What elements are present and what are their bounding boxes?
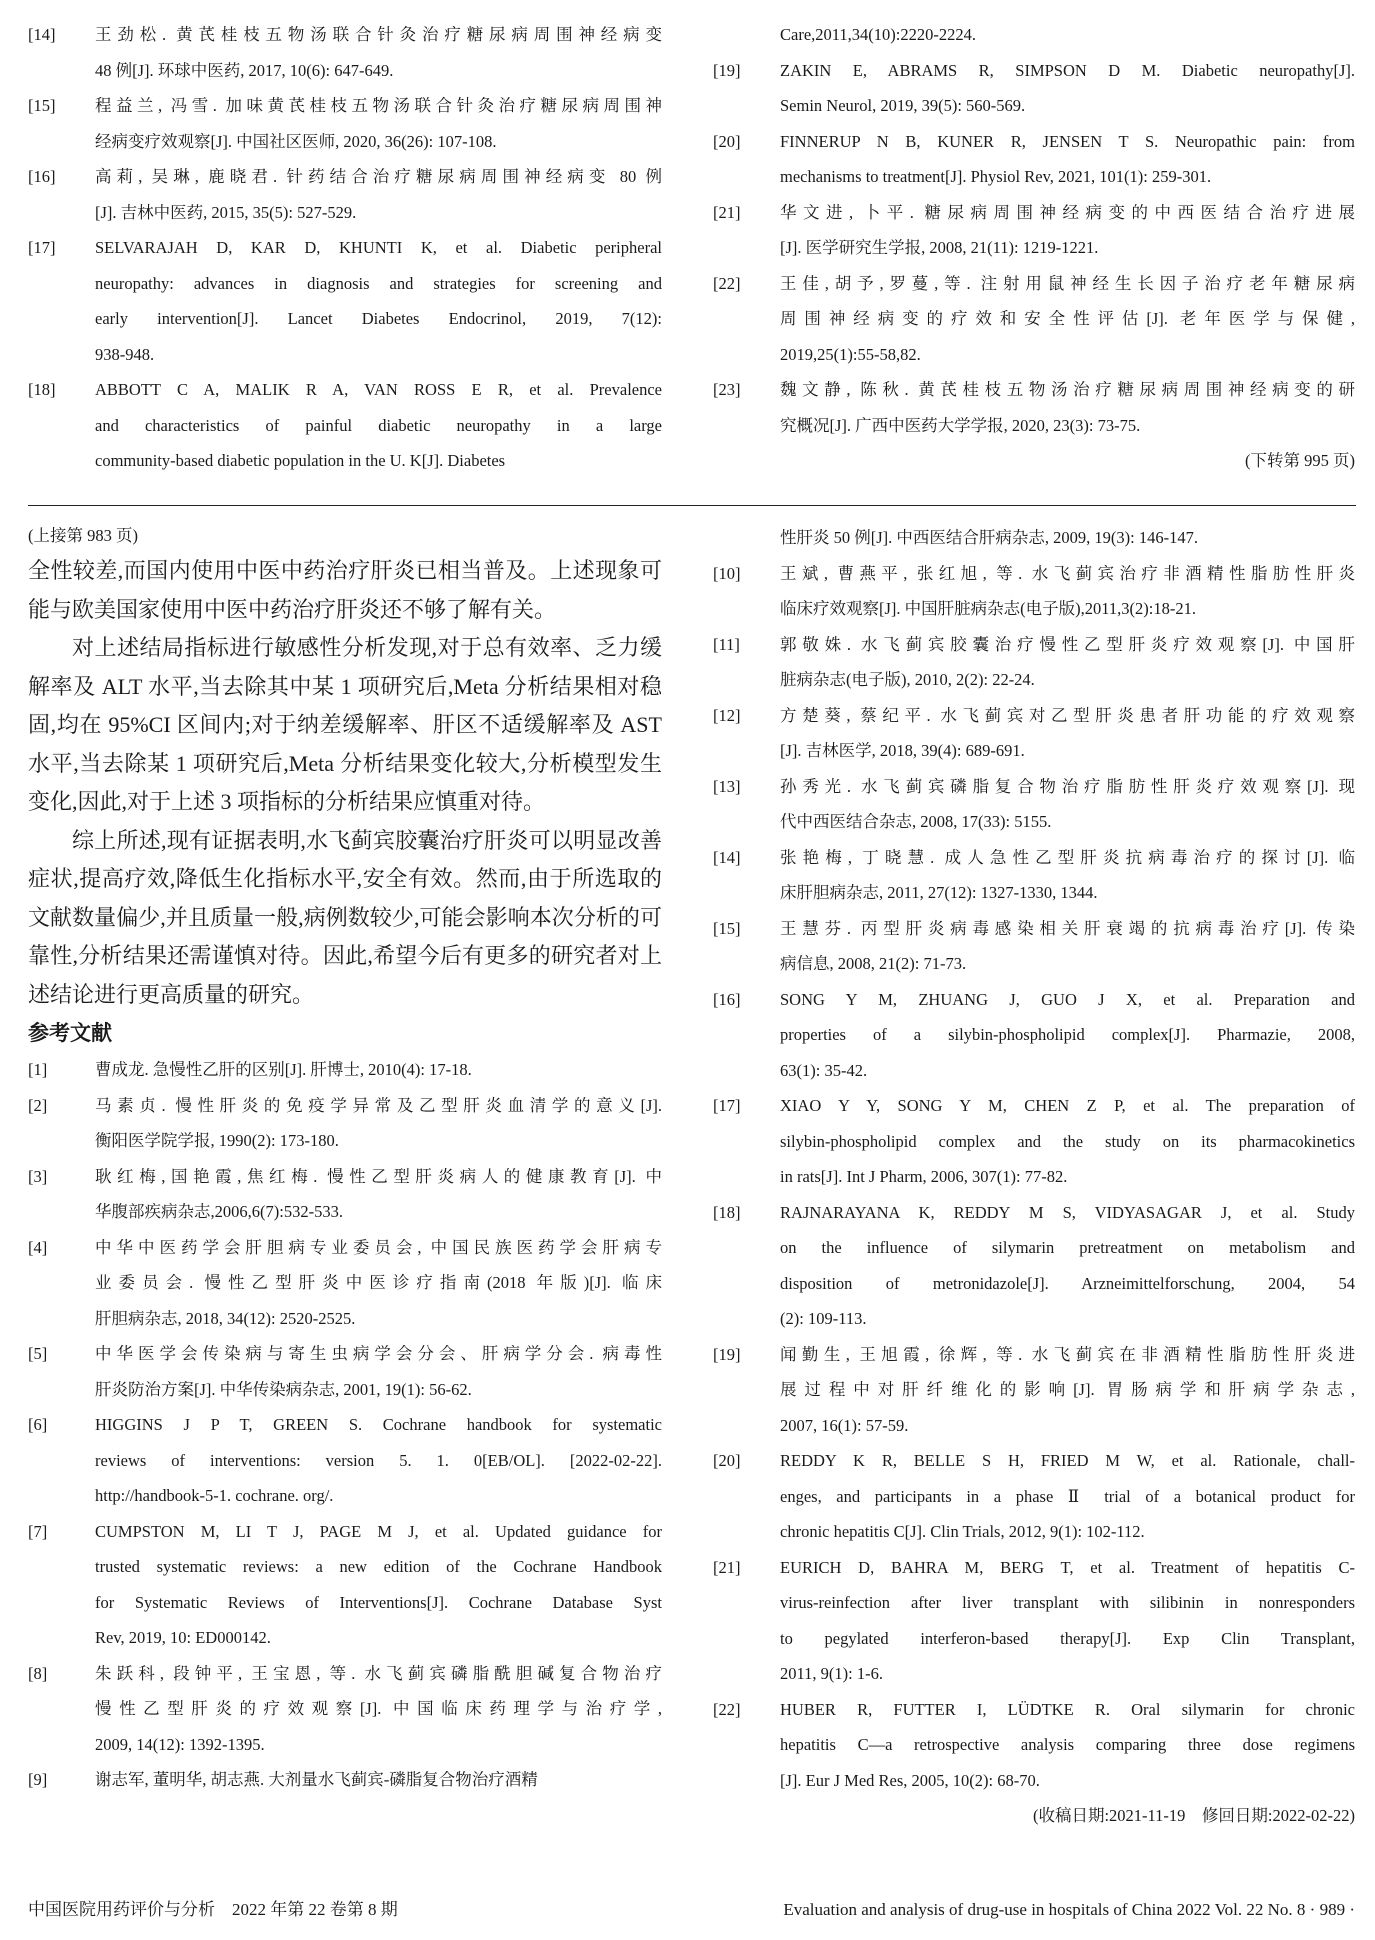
reference-number: [14] xyxy=(28,25,56,44)
reference-line: Semin Neurol, 2019, 39(5): 560-569. xyxy=(780,96,1026,115)
reference-line: XIAO Y Y, SONG Y M, CHEN Z P, et al. The preparation of xyxy=(780,1096,1355,1115)
reference-line: trusted systematic reviews: a new edition of the Cochrane Handbook xyxy=(95,1557,662,1576)
reference-line: 63(1): 35-42. xyxy=(780,1060,868,1080)
reference-line: 张艳梅, 丁晓慧. 成人急性乙型肝炎抗病毒治疗的探讨[J]. 临 xyxy=(780,847,1355,867)
reference-line: [J]. Eur J Med Res, 2005, 10(2): 68-70. xyxy=(780,1770,1040,1790)
reference-item xyxy=(693,1550,1355,1692)
reference-line: disposition of metronidazole[J]. Arzneimittelforschung, 2004, 54 xyxy=(780,1273,1355,1293)
reference-line: 2007, 16(1): 57-59. xyxy=(780,1415,909,1435)
reference-number: [7] xyxy=(28,1521,48,1541)
reference-line: 马素贞. 慢性肝炎的免疫学异常及乙型肝炎血清学的意义[J]. xyxy=(95,1095,662,1115)
reference-line: 48 例[J]. 环球中医药, 2017, 10(6): 647-649. xyxy=(95,60,394,80)
reference-text xyxy=(95,1230,662,1337)
reference-number: [17] xyxy=(713,1096,741,1115)
reference-text xyxy=(95,17,662,88)
reference-number: [3] xyxy=(28,1166,48,1186)
reference-line: ABBOTT C A, MALIK R A, VAN ROSS E R, et al. Prevalence xyxy=(95,380,662,399)
reference-line: 耿红梅,国艳霞,焦红梅. 慢性乙型肝炎病人的健康教育[J]. 中 xyxy=(95,1166,662,1186)
reference-line: Rev, 2019, 10: ED000142. xyxy=(95,1628,271,1647)
reference-line: RAJNARAYANA K, REDDY M S, VIDYASAGAR J, et al. Study xyxy=(780,1202,1355,1222)
body-paragraph: 对上述结局指标进行敏感性分析发现,对于总有效率、乏力缓解率及 ALT 水平,当去除其中某 1 项研究后,Meta 分析结果相对稳固,均在 95%CI 区间内;对于纳差缓解率、肝区不适缓解率及 AST 水平,当去除某 1 项研究后,Meta 分析结果变化较大,分析模型发生变化,因此,对于上述 3 项指标的分析结果应慎重对待。 xyxy=(28,635,662,814)
reference-line: 中华中医药学会肝胆病专业委员会, 中国民族医药学会肝病专 xyxy=(95,1237,662,1257)
reference-line: 2019,25(1):55-58,82. xyxy=(780,344,921,364)
reference-number: [18] xyxy=(713,1202,741,1222)
reference-item xyxy=(693,627,1355,698)
reference-text xyxy=(780,53,1355,124)
reference-line: 肝炎防治方案[J]. 中华传染病杂志, 2001, 19(1): 56-62. xyxy=(95,1379,472,1399)
reference-line: 华腹部疾病杂志,2006,6(7):532-533. xyxy=(95,1202,343,1221)
reference-line: CUMPSTON M, LI T J, PAGE M J, et al. Updated guidance for xyxy=(95,1521,662,1541)
reference-text xyxy=(780,1692,1355,1799)
reference-line: silybin-phospholipid complex and the study on its pharmacokinetics xyxy=(780,1131,1355,1151)
reference-number: [16] xyxy=(28,167,56,186)
reference-line: 谢志军, 董明华, 胡志燕. 大剂量水飞蓟宾-磷脂复合物治疗酒精 xyxy=(95,1770,538,1789)
reference-text xyxy=(95,88,662,159)
reference-number: [19] xyxy=(713,60,741,80)
reference-number: [16] xyxy=(713,989,741,1009)
reference-line: and characteristics of painful diabetic neuropathy in a large xyxy=(95,415,662,435)
reference-line: for Systematic Reviews of Interventions[J]. Cochrane Database Syst xyxy=(95,1592,662,1612)
reference-item xyxy=(0,1230,662,1337)
reference-line: 华文进, 卜平. 糖尿病周围神经病变的中西医结合治疗进展 xyxy=(780,202,1355,222)
reference-line: 2009, 14(12): 1392-1395. xyxy=(95,1734,265,1754)
top-right-reference-column xyxy=(693,17,1355,479)
reference-text xyxy=(780,1195,1355,1337)
reference-item xyxy=(693,266,1355,373)
reference-line: 病信息, 2008, 21(2): 71-73. xyxy=(780,954,967,973)
reference-line: 业委员会. 慢性乙型肝炎中医诊疗指南(2018 年版)[J]. 临床 xyxy=(95,1273,662,1292)
reference-item xyxy=(693,1088,1355,1195)
reference-item xyxy=(0,1407,662,1514)
reference-line: SONG Y M, ZHUANG J, GUO J X, et al. Preparation and xyxy=(780,989,1355,1009)
reference-number: [15] xyxy=(713,918,741,938)
reference-number: [6] xyxy=(28,1415,48,1434)
bottom-left-column xyxy=(0,520,662,1798)
reference-text xyxy=(780,911,1355,982)
reference-number: [23] xyxy=(713,380,741,399)
reference-item xyxy=(0,230,662,372)
reference-number: [5] xyxy=(28,1344,48,1363)
reference-line: 脏病杂志(电子版), 2010, 2(2): 22-24. xyxy=(780,670,1035,689)
reference-number: [11] xyxy=(713,634,740,654)
reference-text xyxy=(95,1088,662,1159)
reference-item xyxy=(0,159,662,230)
reference-text xyxy=(780,982,1355,1089)
reference-text xyxy=(95,1762,662,1798)
reference-item xyxy=(693,1337,1355,1444)
reference-line: 肝胆病杂志, 2018, 34(12): 2520-2525. xyxy=(95,1308,356,1328)
reference-line: HIGGINS J P T, GREEN S. Cochrane handbook for systematic xyxy=(95,1415,662,1434)
reference-item xyxy=(0,88,662,159)
reference-text xyxy=(780,1088,1355,1195)
reference-line: [J]. 吉林中医药, 2015, 35(5): 527-529. xyxy=(95,202,357,222)
reference-text xyxy=(95,1052,662,1088)
reference-line: 闻勤生, 王旭霞, 徐辉, 等. 水飞蓟宾在非酒精性脂肪性肝炎进 xyxy=(780,1344,1355,1364)
reference-item xyxy=(693,840,1355,911)
reference-continuation: 性肝炎 50 例[J]. 中西医结合肝病杂志, 2009, 19(3): 146-147. xyxy=(780,528,1198,547)
reference-item xyxy=(0,1052,662,1088)
section-divider xyxy=(28,505,1356,506)
reference-text xyxy=(95,1656,662,1763)
reference-number: [13] xyxy=(713,776,741,796)
reference-number: [12] xyxy=(713,705,741,725)
reference-line: HUBER R, FUTTER I, LÜDTKE R. Oral silymarin for chronic xyxy=(780,1699,1355,1719)
reference-line: [J]. 医学研究生学报, 2008, 21(11): 1219-1221. xyxy=(780,238,1099,257)
reference-number: [20] xyxy=(713,131,741,151)
reference-line: 王劲松. 黄芪桂枝五物汤联合针灸治疗糖尿病周围神经病变 xyxy=(95,25,662,44)
reference-item xyxy=(693,53,1355,124)
reference-line: reviews of interventions: version 5. 1. 0[EB/OL]. [2022-02-22]. xyxy=(95,1450,662,1470)
reference-line: virus-reinfection after liver transplant with silibinin in nonresponders xyxy=(780,1593,1355,1612)
reference-line: hepatitis C—a retrospective analysis comparing three dose regimens xyxy=(780,1735,1355,1754)
reference-item xyxy=(0,1336,662,1407)
reference-line: 2011, 9(1): 1-6. xyxy=(780,1664,883,1683)
reference-item xyxy=(693,1443,1355,1550)
reference-item xyxy=(693,1195,1355,1337)
reference-line: 展过程中对肝纤维化的影响[J]. 胃肠病学和肝病学杂志, xyxy=(780,1380,1355,1399)
reference-text xyxy=(780,195,1355,266)
reference-line: in rats[J]. Int J Pharm, 2006, 307(1): 77-82. xyxy=(780,1167,1068,1186)
reference-line: to pegylated interferon-based therapy[J]. Exp Clin Transplant, xyxy=(780,1628,1355,1648)
reference-line: http://handbook-5-1. cochrane. org/. xyxy=(95,1486,334,1505)
reference-line: 高莉, 吴琳, 鹿晓君. 针药结合治疗糖尿病周围神经病变 80 例 xyxy=(95,167,662,186)
top-left-reference-column xyxy=(0,17,662,479)
reference-line: 曹成龙. 急慢性乙肝的区别[J]. 肝博士, 2010(4): 17-18. xyxy=(95,1060,472,1079)
continued-from-note: (上接第 983 页) xyxy=(28,526,138,545)
reference-item xyxy=(693,124,1355,195)
reference-number: [15] xyxy=(28,96,56,115)
reference-item xyxy=(693,195,1355,266)
reference-text xyxy=(780,556,1355,627)
reference-item xyxy=(693,556,1355,627)
reference-line: 魏文静, 陈秋. 黄芪桂枝五物汤治疗糖尿病周围神经病变的研 xyxy=(780,380,1355,399)
reference-line: chronic hepatitis C[J]. Clin Trials, 2012, 9(1): 102-112. xyxy=(780,1522,1145,1541)
reference-continuation: Care,2011,34(10):2220-2224. xyxy=(780,25,976,44)
reference-item xyxy=(0,1514,662,1656)
reference-line: early intervention[J]. Lancet Diabetes Endocrinol, 2019, 7(12): xyxy=(95,309,662,328)
body-paragraph: 综上所述,现有证据表明,水飞蓟宾胶囊治疗肝炎可以明显改善症状,提高疗效,降低生化指标水平,安全有效。然而,由于所选取的文献数量偏少,并且质量一般,病例数较少,可能会影响本次分析的可靠性,分析结果还需谨慎对待。因此,希望今后有更多的研究者对上述结论进行更高质量的研究。 xyxy=(28,827,662,1007)
received-revised-dates: (收稿日期:2021-11-19 修回日期:2022-02-22) xyxy=(1032,1806,1355,1825)
reference-text xyxy=(95,1336,662,1407)
reference-line: 究概况[J]. 广西中医药大学学报, 2020, 23(3): 73-75. xyxy=(780,415,1141,435)
reference-line: 方楚葵, 蔡纪平. 水飞蓟宾对乙型肝炎患者肝功能的疗效观察 xyxy=(780,705,1355,725)
reference-line: ZAKIN E, ABRAMS R, SIMPSON D M. Diabetic neuropathy[J]. xyxy=(780,60,1355,80)
reference-item xyxy=(0,372,662,479)
reference-line: properties of a silybin-phospholipid complex[J]. Pharmazie, 2008, xyxy=(780,1025,1355,1044)
reference-list xyxy=(693,556,1355,1799)
reference-number: [1] xyxy=(28,1060,48,1079)
reference-number: [22] xyxy=(713,1699,741,1719)
reference-text xyxy=(780,1550,1355,1692)
reference-number: [2] xyxy=(28,1095,48,1115)
reference-number: [4] xyxy=(28,1237,48,1257)
journal-footer-cn: 中国医院用药评价与分析 2022 年第 22 卷第 8 期 xyxy=(28,1900,398,1919)
reference-item xyxy=(693,698,1355,769)
reference-number: [9] xyxy=(28,1770,48,1789)
reference-line: 郭敬姝. 水飞蓟宾胶囊治疗慢性乙型肝炎疗效观察[J]. 中国肝 xyxy=(780,634,1355,654)
reference-item xyxy=(0,1656,662,1763)
reference-line: SELVARAJAH D, KAR D, KHUNTI K, et al. Diabetic peripheral xyxy=(95,238,662,257)
reference-line: [J]. 吉林医学, 2018, 39(4): 689-691. xyxy=(780,741,1025,760)
reference-line: on the influence of silymarin pretreatment on metabolism and xyxy=(780,1238,1355,1257)
reference-number: [22] xyxy=(713,273,741,293)
reference-number: [21] xyxy=(713,202,741,222)
reference-line: 周围神经病变的疗效和安全性评估[J]. 老年医学与保健, xyxy=(780,309,1355,328)
reference-item xyxy=(693,1692,1355,1799)
reference-text xyxy=(780,1337,1355,1444)
reference-line: REDDY K R, BELLE S H, FRIED M W, et al. Rationale, chall- xyxy=(780,1451,1355,1470)
reference-number: [20] xyxy=(713,1451,741,1470)
reference-item xyxy=(0,17,662,88)
reference-text xyxy=(780,372,1355,443)
reference-number: [19] xyxy=(713,1344,741,1364)
reference-line: 王斌, 曹燕平, 张红旭, 等. 水飞蓟宾治疗非酒精性脂肪性肝炎 xyxy=(780,563,1355,583)
reference-item xyxy=(693,769,1355,840)
reference-text xyxy=(780,124,1355,195)
reference-list xyxy=(693,53,1355,444)
references-heading: 参考文献 xyxy=(28,1021,112,1045)
reference-text xyxy=(780,840,1355,911)
reference-number: [8] xyxy=(28,1663,48,1683)
body-paragraph: 全性较差,而国内使用中医中药治疗肝炎已相当普及。上述现象可能与欧美国家使用中医中药治疗肝炎还不够了解有关。 xyxy=(28,558,662,622)
reference-text xyxy=(95,1407,662,1514)
reference-text xyxy=(780,769,1355,840)
bottom-right-column xyxy=(693,520,1355,1834)
reference-line: 孙秀光. 水飞蓟宾磷脂复合物治疗脂肪性肝炎疗效观察[J]. 现 xyxy=(780,776,1355,796)
reference-line: FINNERUP N B, KUNER R, JENSEN T S. Neuropathic pain: from xyxy=(780,131,1355,151)
reference-item xyxy=(0,1088,662,1159)
reference-line: 衡阳医学院学报, 1990(2): 173-180. xyxy=(95,1131,339,1150)
reference-line: 慢性乙型肝炎的疗效观察[J]. 中国临床药理学与治疗学, xyxy=(95,1699,662,1718)
reference-number: [18] xyxy=(28,380,56,399)
reference-line: 938-948. xyxy=(95,344,155,364)
reference-item xyxy=(0,1762,662,1798)
reference-line: community-based diabetic population in the U. K[J]. Diabetes xyxy=(95,451,506,470)
reference-line: 临床疗效观察[J]. 中国肝脏病杂志(电子版),2011,3(2):18-21. xyxy=(780,599,1196,618)
reference-text xyxy=(780,266,1355,373)
reference-item xyxy=(0,1159,662,1230)
reference-line: 朱跃科, 段钟平, 王宝恩, 等. 水飞蓟宾磷脂酰胆碱复合物治疗 xyxy=(95,1663,662,1683)
reference-number: [21] xyxy=(713,1557,741,1577)
reference-line: mechanisms to treatment[J]. Physiol Rev, 2021, 101(1): 259-301. xyxy=(780,167,1212,186)
reference-line: 王慧芬. 丙型肝炎病毒感染相关肝衰竭的抗病毒治疗[J]. 传染 xyxy=(780,918,1355,938)
reference-number: [10] xyxy=(713,563,741,583)
reference-text xyxy=(780,698,1355,769)
reference-text xyxy=(95,372,662,479)
body-text xyxy=(0,552,662,1014)
reference-line: (2): 109-113. xyxy=(780,1309,867,1328)
reference-text xyxy=(95,1159,662,1230)
reference-line: 床肝胆病杂志, 2011, 27(12): 1327-1330, 1344. xyxy=(780,883,1098,902)
reference-item xyxy=(693,982,1355,1089)
reference-item xyxy=(693,911,1355,982)
reference-line: enges, and participants in a phase Ⅱ trial of a botanical product for xyxy=(780,1486,1355,1506)
reference-line: 代中西医结合杂志, 2008, 17(33): 5155. xyxy=(780,812,1052,831)
reference-text xyxy=(780,1443,1355,1550)
reference-line: 程益兰, 冯雪. 加味黄芪桂枝五物汤联合针灸治疗糖尿病周围神 xyxy=(95,96,662,115)
reference-line: 王佳,胡予,罗蔓,等. 注射用鼠神经生长因子治疗老年糖尿病 xyxy=(780,273,1355,293)
reference-text xyxy=(95,1514,662,1656)
reference-number: [14] xyxy=(713,847,741,867)
reference-line: neuropathy: advances in diagnosis and strategies for screening and xyxy=(95,273,662,293)
reference-item xyxy=(693,372,1355,443)
journal-footer-en: Evaluation and analysis of drug-use in hospitals of China 2022 Vol. 22 No. 8 · 989 · xyxy=(783,1900,1355,1919)
reference-line: 中华医学会传染病与寄生虫病学会分会、肝病学分会. 病毒性 xyxy=(95,1344,662,1363)
continued-to-note: (下转第 995 页) xyxy=(1245,451,1355,470)
reference-text xyxy=(95,230,662,372)
reference-text xyxy=(780,627,1355,698)
reference-number: [17] xyxy=(28,238,56,257)
reference-list xyxy=(0,1052,662,1798)
reference-line: EURICH D, BAHRA M, BERG T, et al. Treatment of hepatitis C- xyxy=(780,1557,1355,1577)
reference-line: 经病变疗效观察[J]. 中国社区医师, 2020, 36(26): 107-108. xyxy=(95,131,497,151)
reference-text xyxy=(95,159,662,230)
